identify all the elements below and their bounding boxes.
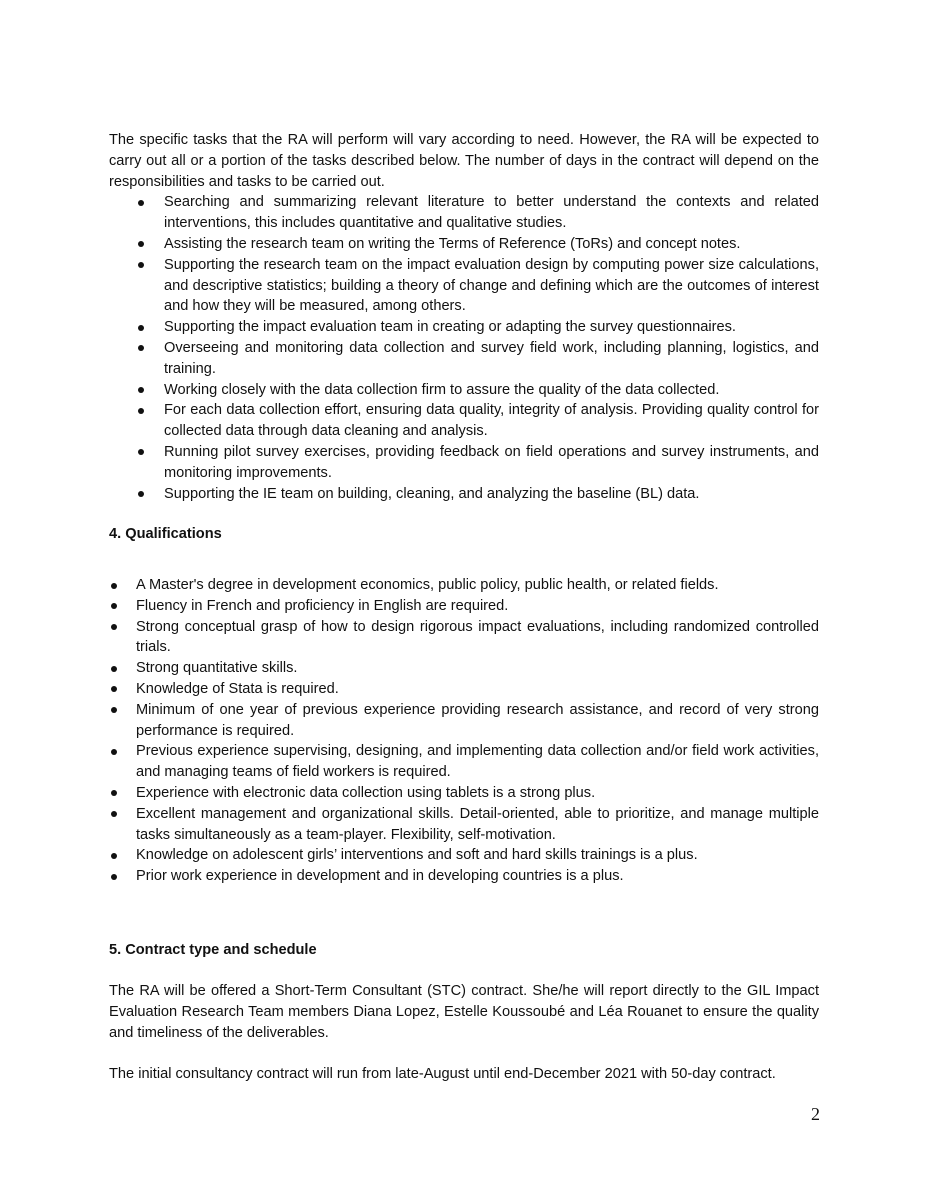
qualifications-list bbox=[109, 575, 819, 887]
list-item: Assisting the research team on writing the Terms of Reference (ToRs) and concept notes. bbox=[109, 234, 819, 255]
list-item: Prior work experience in development and in developing countries is a plus. bbox=[109, 866, 819, 887]
tasks-section bbox=[109, 130, 819, 504]
list-item: Supporting the IE team on building, cleaning, and analyzing the baseline (BL) data. bbox=[109, 484, 819, 505]
list-item: Previous experience supervising, designing, and implementing data collection and/or field work activities, and managing teams of field workers is required. bbox=[109, 741, 819, 783]
list-item: Running pilot survey exercises, providing feedback on field operations and survey instruments, and monitoring improvements. bbox=[109, 442, 819, 484]
list-item: Minimum of one year of previous experience providing research assistance, and record of very strong performance is required. bbox=[109, 700, 819, 742]
contract-heading: 5. Contract type and schedule bbox=[109, 942, 317, 958]
list-item: Knowledge of Stata is required. bbox=[109, 679, 819, 700]
list-item: Strong quantitative skills. bbox=[109, 658, 819, 679]
list-item: Searching and summarizing relevant literature to better understand the contexts and related interventions, this includes quantitative and qualitative studies. bbox=[109, 192, 819, 234]
list-item: Strong conceptual grasp of how to design rigorous impact evaluations, including randomized controlled trials. bbox=[109, 617, 819, 659]
list-item: Working closely with the data collection firm to assure the quality of the data collected. bbox=[109, 380, 819, 401]
list-item: Supporting the impact evaluation team in creating or adapting the survey questionnaires. bbox=[109, 317, 819, 338]
list-item: Knowledge on adolescent girls’ interventions and soft and hard skills trainings is a plus. bbox=[109, 845, 819, 866]
qualifications-section bbox=[109, 575, 819, 887]
list-item: Excellent management and organizational skills. Detail-oriented, able to prioritize, and manage multiple tasks simultaneously as a team-player. Flexibility, self-motivation. bbox=[109, 804, 819, 846]
tasks-list bbox=[109, 192, 819, 504]
contract-paragraph-1: The RA will be offered a Short-Term Consultant (STC) contract. She/he will report directly to the GIL Impact Evaluation Research Team members Diana Lopez, Estelle Koussoubé and Léa Rouanet to ensure the quality and timeliness of the deliverables. bbox=[109, 983, 819, 1041]
contract-paragraph-2-block bbox=[109, 1064, 819, 1085]
page-number: 2 bbox=[811, 1104, 820, 1124]
contract-paragraph-2: The initial consultancy contract will run from late-August until end-December 2021 with 50-day contract. bbox=[109, 1066, 776, 1082]
list-item: Overseeing and monitoring data collection and survey field work, including planning, logistics, and training. bbox=[109, 338, 819, 380]
list-item: Supporting the research team on the impact evaluation design by computing power size calculations, and descriptive statistics; building a theory of change and defining which are the outcomes of interest and how they will be measured, among others. bbox=[109, 255, 819, 317]
contract-paragraph-1-block bbox=[109, 981, 819, 1043]
list-item: Fluency in French and proficiency in English are required. bbox=[109, 596, 819, 617]
list-item: A Master's degree in development economics, public policy, public health, or related fields. bbox=[109, 575, 819, 596]
qualifications-heading: 4. Qualifications bbox=[109, 526, 222, 542]
list-item: Experience with electronic data collection using tablets is a strong plus. bbox=[109, 783, 819, 804]
list-item: For each data collection effort, ensuring data quality, integrity of analysis. Providing quality control for collected data through data cleaning and analysis. bbox=[109, 400, 819, 442]
intro-paragraph: The specific tasks that the RA will perform will vary according to need. However, the RA will be expected to carry out all or a portion of the tasks described below. The number of days in the contract will depend on the responsibilities and tasks to be carried out. bbox=[109, 132, 819, 190]
